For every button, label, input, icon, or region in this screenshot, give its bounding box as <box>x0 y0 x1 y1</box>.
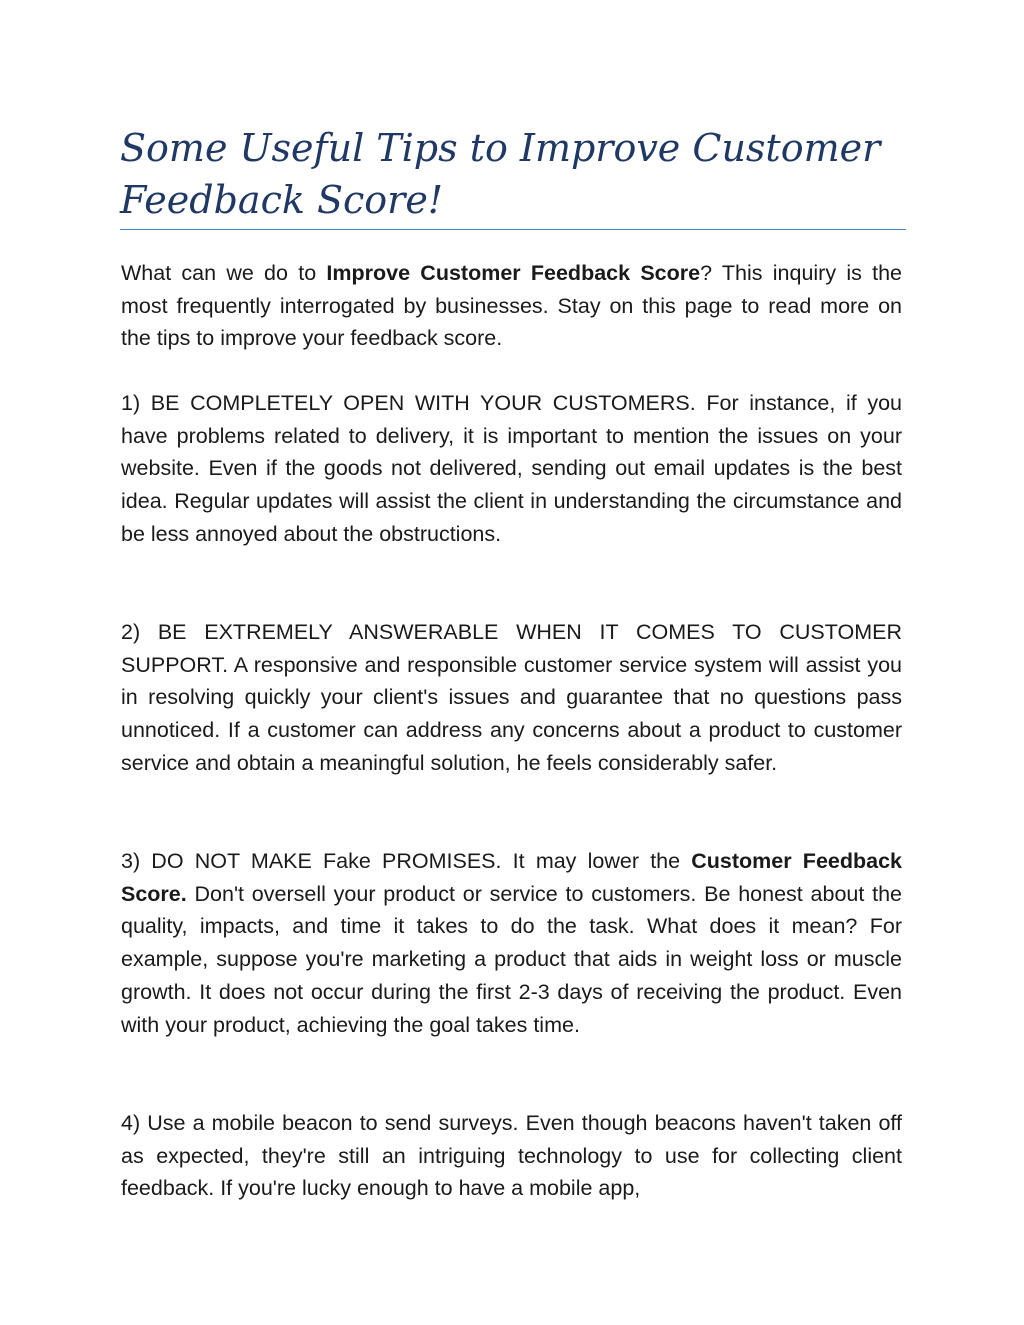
tip-3-text-end: Don't oversell your product or service to customers. Be honest about the quality, impacts, and time it takes to do the task. What does it mean? For example, suppose you're marketing a product that aids in weight loss or muscle growth. It does not occur during the first 2-3 days of receiving the product. Even with your product, achieving the goal takes time. <box>121 881 902 1037</box>
tip-1-paragraph: 1) BE COMPLETELY OPEN WITH YOUR CUSTOMERS. For instance, if you have problems related to delivery, it is important to mention the issues on your website. Even if the goods not delivered, sending out email updates is the best idea. Regular updates will assist the client in understanding the circumstance and be less annoyed about the obstructions. <box>121 391 902 546</box>
tip-3-paragraph <box>121 845 902 1041</box>
intro-bold-phrase: Improve Customer Feedback Score <box>326 261 701 285</box>
title-divider <box>120 229 906 230</box>
page-title: Some Useful Tips to Improve Customer Feedback Score! <box>120 126 881 222</box>
tip-3-text-start: 3) DO NOT MAKE Fake PROMISES. It may lower the <box>121 849 692 873</box>
tip-4-paragraph: 4) Use a mobile beacon to send surveys. Even though beacons haven't taken off as expected, they're still an intriguing technology to use for collecting client feedback. If you're lucky enough to have a mobile app, <box>121 1111 902 1201</box>
intro-text-start: What can we do to <box>121 261 327 285</box>
tip-2-paragraph: 2) BE EXTREMELY ANSWERABLE WHEN IT COMES TO CUSTOMER SUPPORT. A responsive and responsible customer service system will assist you in resolving quickly your client's issues and guarantee that no questions pass unnoticed. If a customer can address any concerns about a product to customer service and obtain a meaningful solution, he feels considerably safer. <box>121 620 902 775</box>
intro-paragraph <box>121 257 902 355</box>
intro-text-end: ? This inquiry is the most frequently interrogated by businesses. Stay on this page to read more on the tips to improve your feedback score. <box>121 261 902 351</box>
tip-3-bold-phrase: Customer Feedback Score. <box>121 849 902 906</box>
